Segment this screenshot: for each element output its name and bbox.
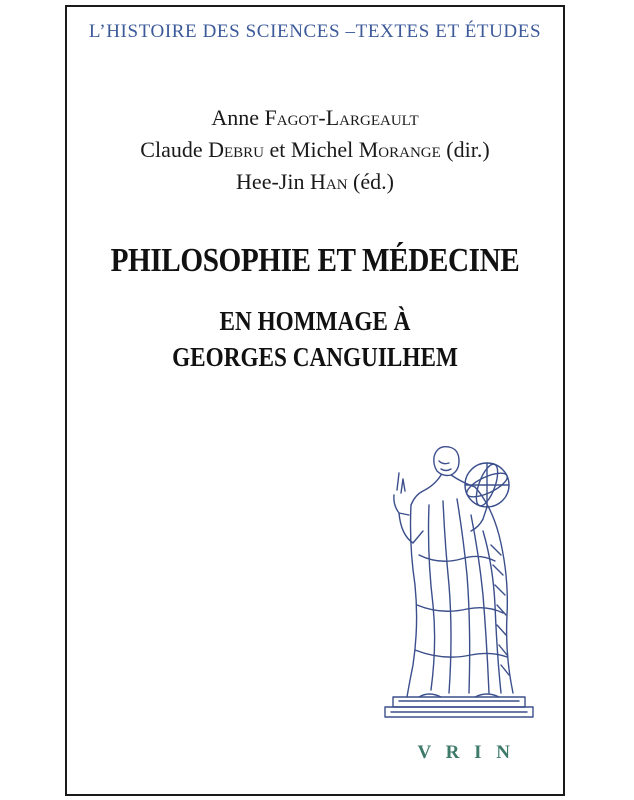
- author-connector: et Michel: [264, 137, 359, 162]
- author-line-3: [67, 166, 563, 198]
- series-title: L’HISTOIRE DES SCIENCES –TEXTES ET ÉTUDES: [88, 21, 542, 42]
- book-subtitle: [102, 303, 529, 375]
- subtitle-line-2: GEORGES CANGUILHEM: [172, 342, 458, 372]
- publisher-name: V R I N: [417, 742, 515, 763]
- author-first-name: Claude: [140, 137, 209, 162]
- book-title: PHILOSOPHIE ET MÉDECINE: [110, 242, 520, 279]
- subtitle-line-1: EN HOMMAGE À: [219, 306, 411, 336]
- author-first-name: Anne: [211, 105, 265, 130]
- author-last-name: Morange: [358, 137, 441, 162]
- author-last-name: Fagot-Largeault: [264, 105, 419, 130]
- author-first-name: Hee-Jin: [236, 169, 310, 194]
- book-cover: [65, 5, 565, 796]
- author-block: [67, 102, 563, 198]
- author-role: (dir.): [440, 137, 490, 162]
- author-last-name: Han: [309, 169, 348, 194]
- author-role: (éd.): [347, 169, 394, 194]
- author-last-name: Debru: [208, 137, 265, 162]
- author-line-2: [67, 134, 563, 166]
- author-line-1: [67, 102, 563, 134]
- statue-engraving-illustration: [379, 435, 539, 720]
